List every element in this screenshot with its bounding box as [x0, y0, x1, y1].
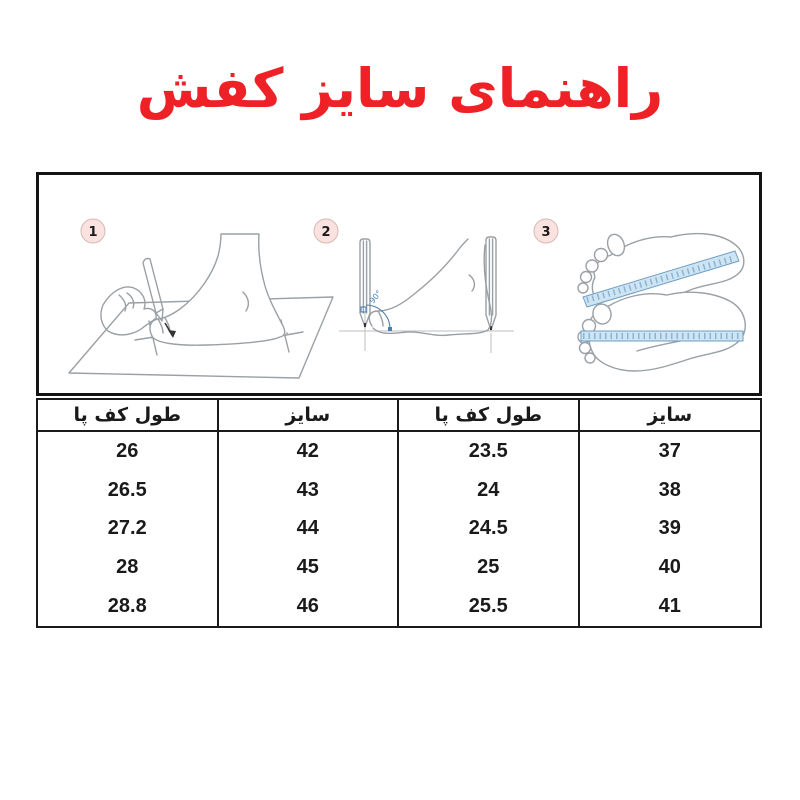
col-header-foot-length: طول کف پا [399, 400, 580, 432]
cell-size: 44 [219, 510, 400, 549]
step-2-number: 2 [321, 225, 331, 240]
angle-label: 90° [367, 288, 384, 306]
cell-foot-length: 26 [38, 432, 219, 471]
foot-profile-icon [369, 239, 491, 335]
step-3-number: 3 [541, 225, 551, 240]
cell-foot-length: 23.5 [399, 432, 580, 471]
cell-foot-length: 25 [399, 548, 580, 587]
cell-foot-length: 26.5 [38, 471, 219, 510]
step-3-illustration [534, 219, 745, 371]
cell-foot-length: 24.5 [399, 510, 580, 549]
step-2-illustration [314, 219, 514, 353]
cell-size: 43 [219, 471, 400, 510]
cell-size: 37 [658, 439, 681, 462]
traced-foot-icon [135, 234, 303, 355]
cell-size: 46 [219, 587, 400, 626]
page-title: راهنمای سایز کفش [136, 56, 664, 120]
col-header-foot-length: طول کف پا [38, 400, 219, 432]
col-header-size: سایز [580, 400, 761, 432]
cell-size: 39 [658, 517, 681, 540]
cell-foot-length: 28 [38, 548, 219, 587]
step-1-illustration [69, 219, 333, 378]
size-table [36, 398, 762, 628]
measuring-steps-panel [36, 172, 762, 396]
step-1-badge [81, 219, 105, 243]
cell-foot-length: 28.8 [38, 587, 219, 626]
step-1-number: 1 [88, 225, 98, 240]
cell-foot-length: 24 [399, 471, 580, 510]
step-2-badge [314, 219, 338, 243]
cell-size: 38 [658, 478, 681, 501]
cell-size: 41 [658, 595, 681, 618]
cell-size: 40 [658, 556, 681, 579]
measuring-steps-illustration [39, 175, 753, 387]
cell-foot-length: 27.2 [38, 510, 219, 549]
col-header-size: سایز [219, 400, 400, 432]
cell-size: 42 [219, 432, 400, 471]
cell-foot-length: 25.5 [399, 587, 580, 626]
step-3-badge [534, 219, 558, 243]
cell-size: 45 [219, 548, 400, 587]
ruler-horizontal-icon [581, 331, 743, 341]
